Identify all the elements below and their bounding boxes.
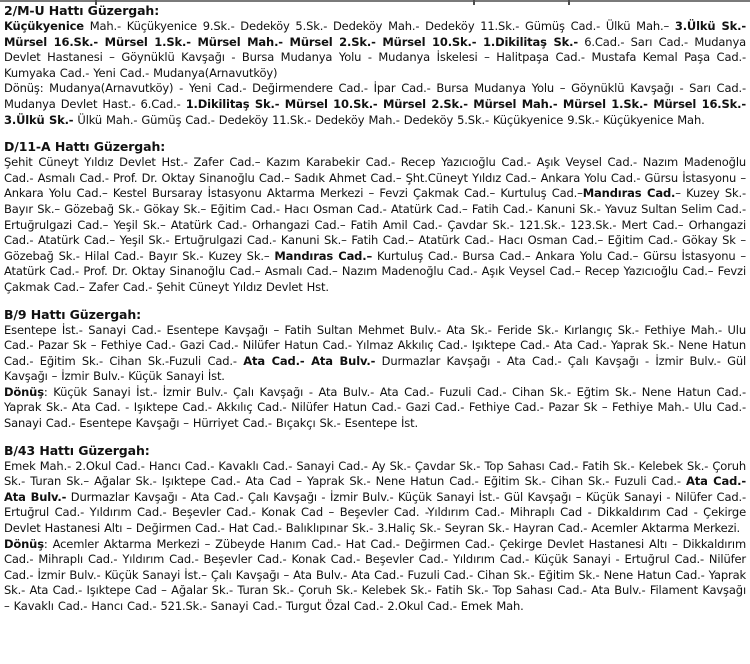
section-title-d11a: D/11-A Hattı Güzergah:	[4, 139, 166, 155]
route-segment: Durmazlar Kavşağı - Ata Cad.- Çalı Kavşağı - İzmir Bulv.- Gül Kavşağı – İzmir Bulv.- Küçük Sanayi İst.	[4, 353, 747, 384]
route-segment-bold: Ata Cad.- Ata Bulv.-	[4, 474, 747, 504]
section-title-b9: B/9 Hattı Güzergah:	[4, 306, 142, 322]
route-segment: Şehit Cüneyt Yıldız Devlet Hst.- Zafer Cad.– Kazım Karabekir Cad.- Recep Yazıcıoğlu Cad.- Aşık Veysel Cad.- Nazım Madenoğlu Cad.- Asmalı Cad.- Prof. Dr. Oktay Sinanoğlu Cad.– Sadık Ahmet Cad.– Şht.Cüneyt Yıldız Cad.– Ankara Yolu Cad.- Gürsu İstasyonu – Ankara Yolu Cad.– Kestel Bursaray İstasyonu Aktarma Merkezi – Fevzi Çakmak Cad.– Kurtuluş Cad.–	[4, 155, 746, 201]
section-route-d11a	[4, 139, 746, 295]
section-route-b9	[4, 307, 746, 432]
route-segment: Durmazlar Kavşağı - Ata Cad.- Çalı Kavşağı - İzmir Bulv.- Küçük Sanayi İst.- Gül Kavşağı – Küçük Sanayi - Nilüfer Cad.- Ertuğrul Cad.- Yıldırım Cad.- Beşevler Cad.- Konak Cad – Beşevler Cad. -Yıldırım Cad.- Mihraplı Cad - Dikkaldırım Cad - Çekirge Devlet Hastanesi Altı – Değirmen Cad.- Hat Cad.- Balıklıpınar Sk.- 3.Haliç Sk.- Seyran Sk.- Hayran Cad.- Acemler Aktarma Merkezi.	[4, 489, 746, 536]
route-paragraph	[4, 323, 746, 385]
section-route-2mu	[4, 3, 746, 128]
route-segment: 6.Cad.- Sarı Cad.- Mudanya Devlet Hastanesi – Göynüklü Kavşağı - Bursa Mudanya Yolu - Mudanya İskelesi – Halitpaşa Cad.- Mustafa Kemal Paşa Cad.- Kumyaka Cad.- Yeni Cad.- Mudanya(Arnavutköy)	[4, 34, 746, 80]
route-segment-bold: 1.Dikilitaş Sk.- Mürsel 10.Sk.- Mürsel 2.Sk.- Mürsel Mah.- Mürsel 1.Sk.- Mürsel 16.Sk.- 3.Ülkü Sk.-	[4, 96, 746, 127]
document-page	[0, 2, 750, 615]
route-segment: : Acemler Aktarma Merkezi – Zübeyde Hanım Cad.- Hat Cad.- Değirmen Cad.- Çekirge Devlet Hastanesi Altı – Dikkaldırım Cad.- Mihraplı Cad.- Yıldırım Cad.- Beşevler Cad.- Konak Cad.- Beşevler Cad.- Yıldırım Cad.- Küçük Sanayi - Ertuğrul Cad.- Nilüfer Cad.- İzmir Bulv.- Küçük Sanayi İst.– Çalı Kavşağı – Ata Bulv.- Ata Cad.- Fuzuli Cad.- Cihan Sk.- Eğitim Sk.- Nene Hatun Cad.- Yaprak Sk.- Ata Cad.- Işıktepe Cad – Ağalar Sk.- Turan Sk.- Çoruh Sk.- Kelebek Sk.- Fatih Sk.- Top Sahası Cad.- Ata Bulv.- Filament Kavşağı – Kavaklı Cad.- Hancı Cad.- 521.Sk.- Sanayi Cad.- Turgut Özal Cad.- 2.Okul Cad.- Emek Mah.	[4, 536, 746, 613]
route-segment-bold: Dönüş	[4, 384, 44, 399]
route-segment-bold: Küçükyenice	[4, 19, 84, 33]
route-segment-bold: Ata Cad.- Ata Bulv.-	[243, 353, 376, 368]
route-segment: Dönüş: Mudanya(Arnavutköy) - Yeni Cad.- Değirmendere Cad.- İpar Cad.- Bursa Mudanya Yolu – Göynüklü Kavşağı - Sarı Cad.- Mudanya Devlet Hast.- 6.Cad.-	[4, 81, 746, 111]
route-paragraphs-b9	[4, 323, 746, 432]
route-paragraphs-2mu	[4, 19, 746, 128]
route-segment-bold: Mandıras Cad.	[582, 186, 676, 201]
route-segment: Ülkü Mah.- Gümüş Cad.- Dedeköy 11.Sk.- Dedeköy Mah.- Dedeköy 5.Sk.- Küçükyenice 9.Sk.- Küçükyenice Mah.	[73, 112, 705, 127]
route-segment: : Küçük Sanayi İst.- İzmir Bulv.- Çalı Kavşağı - Ata Bulv.- Ata Cad.- Fuzuli Cad.- Cihan Sk.- Eğtim Sk.- Nene Hatun Cad.- Yaprak Sk.- Ata Cad. - Işıktepe Cad.- Akkılıç Cad.- Nilüfer Hatun Cad.- Gazi Cad.- Fethiye Cad.- Pazar Sk – Fethiye Mah.- Ulu Cad.- Sanayi Cad.- Esentepe Kavşağı – Hürriyet Cad.- Bıçakçı Sk.- Esentepe İst.	[4, 384, 746, 431]
route-segment: Esentepe İst.- Sanayi Cad.- Esentepe Kavşağı – Fatih Sultan Mehmet Bulv.- Ata Sk.- Feride Sk.- Kırlangıç Sk.- Fethiye Mah.- Ulu Cad.- Pazar Sk – Fethiye Cad.- Gazi Cad.- Nilüfer Hatun Cad.- Yılmaz Akkılıç Cad.- Işıktepe Cad.- Ata Cad.- Yaprak Sk.- Nene Hatun Cad.- Eğitim Sk.- Cihan Sk.-Fuzuli Cad.-	[4, 322, 746, 368]
route-paragraphs-b43	[4, 459, 746, 615]
route-segment-bold: 3.Ülkü Sk.- Mürsel 16.Sk.- Mürsel 1.Sk.- Mürsel Mah.- Mürsel 2.Sk.- Mürsel 10.Sk.- 1.Dikilitaş Sk.-	[4, 19, 746, 49]
route-paragraph	[4, 459, 746, 537]
section-route-b43	[4, 443, 746, 615]
route-segment: Kurtuluş Cad.- Bursa Cad.– Ankara Yolu Cad.– Gürsu İstasyonu – Atatürk Cad.- Prof. Dr. Oktay Sinanoğlu Cad.– Asmalı Cad.– Nazım Madenoğlu Cad.- Aşık Veysel Cad.– Recep Yazıcıoğlu Cad.– Fevzi Çakmak Cad.– Zafer Cad.- Şehit Cüneyt Yıldız Devlet Hst.	[4, 248, 746, 294]
route-paragraph	[4, 385, 746, 432]
route-segment: Mah.- Küçükyenice 9.Sk.- Dedeköy 5.Sk.- Dedeköy Mah.- Dedeköy 11.Sk.- Gümüş Cad.- Ülkü Mah.–	[83, 19, 675, 33]
section-title-2mu: 2/M-U Hattı Güzergah:	[4, 3, 160, 18]
route-segment: – Kuzey Sk.- Bayır Sk.– Gözebağ Sk.- Gökay Sk.– Eğitim Cad.- Hacı Osman Cad.- Atatürk Cad.– Fatih Cad.- Kanuni Sk.- Yavuz Sultan Selim Cad.- Ertuğrulgazi Cad.– Yeşil Sk.– Atatürk Cad.- Orhangazi Cad.– Fatih Amil Cad.- Çavdar Sk.- 121.Sk.- 123.Sk.- Mert Cad.– Orhangazi Cad.- Atatürk Cad.– Yeşil Sk.- Ertuğrulgazi Cad.- Kanuni Sk.– Fatih Cad.– Atatürk Cad.- Hacı Osman Cad.– Eğitim Cad.- Gökay Sk – Gözebağ Sk.- Hilal Cad.- Bayır Sk.- Kuzey Sk.–	[4, 186, 747, 263]
section-title-b43: B/43 Hattı Güzergah:	[4, 442, 150, 458]
route-paragraph	[4, 155, 746, 295]
route-paragraph	[4, 19, 746, 81]
route-segment: Emek Mah.- 2.Okul Cad.- Hancı Cad.- Kavaklı Cad.- Sanayi Cad.- Ay Sk.- Çavdar Sk.- Top Sahası Cad.- Fatih Sk.- Kelebek Sk.- Çoruh Sk.- Turan Sk.– Ağalar Sk.- Işıktepe Cad.- Ata Cad – Yaprak Sk.- Nene Hatun Cad.- Eğitim Sk.- Cihan Sk.- Fuzuli Cad.-	[4, 458, 746, 489]
route-segment-bold: Mandıras Cad.–	[274, 248, 373, 263]
route-paragraphs-d11a	[4, 155, 746, 295]
route-paragraph	[4, 81, 746, 128]
route-paragraph	[4, 537, 746, 615]
route-segment-bold: Dönüş	[4, 536, 44, 551]
